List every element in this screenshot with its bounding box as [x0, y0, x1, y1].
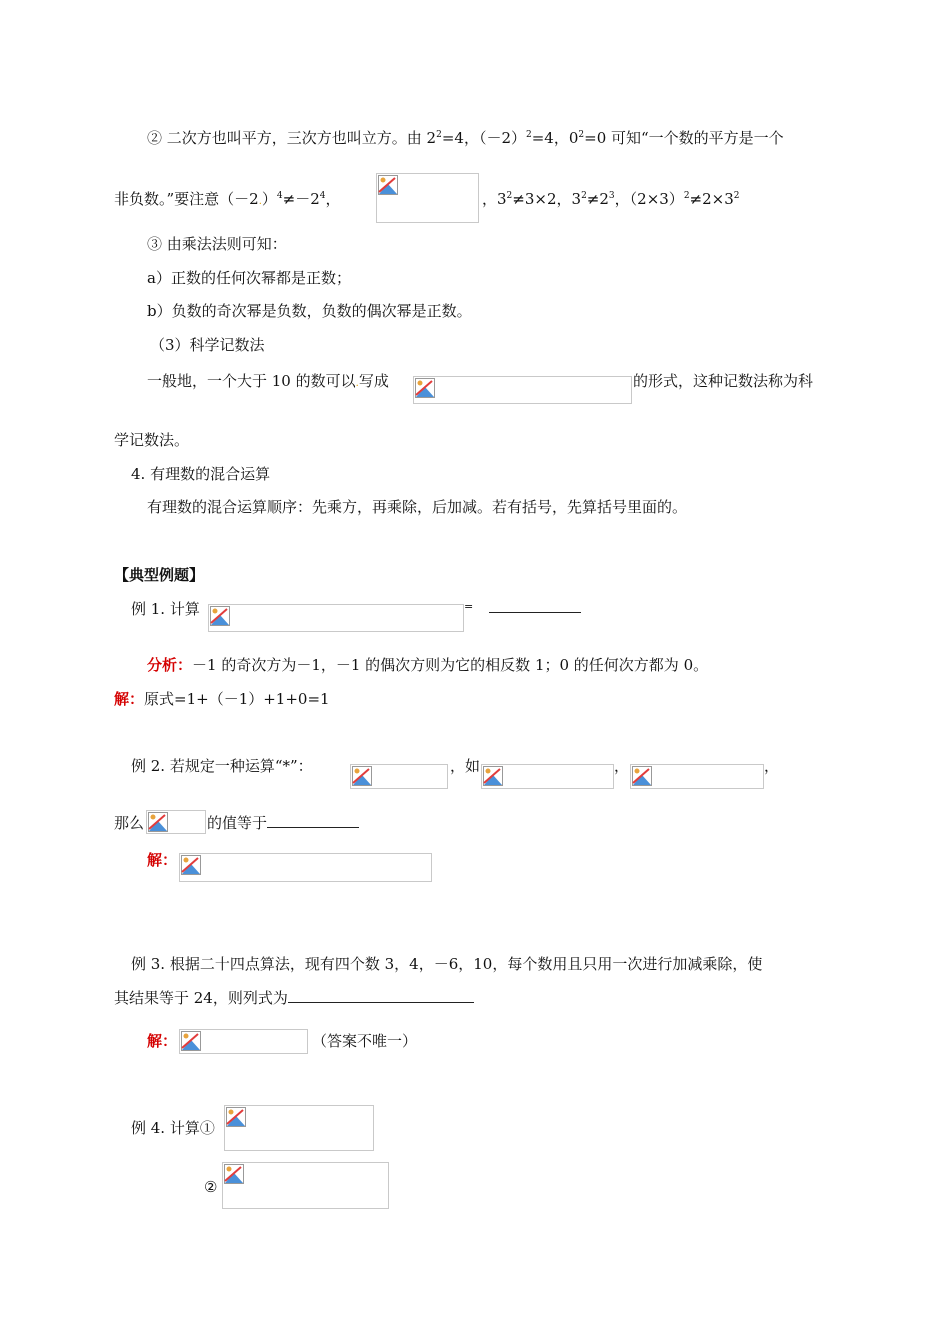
scientific-notation-line1a: 一般地，一个大于 10 的数可以.写成 [147, 372, 389, 390]
example-1-label: 例 1. 计算 [131, 600, 200, 618]
example-1-analysis: 分析：－1 的奇次方为－1，－1 的偶次方则为它的相反数 1；0 的任何次方都为 0。 [147, 656, 709, 674]
circled-marker: ① [199, 1119, 215, 1137]
broken-image-icon [350, 764, 448, 789]
example-2-comma: ， [614, 757, 630, 775]
example-2-solution-label: 解： [147, 851, 178, 869]
para-squares-line2a: 非负数。”要注意$(-2.)^4\ne-2^4$， [114, 190, 341, 208]
broken-image-icon [179, 1029, 308, 1054]
para-squares-line1: ② 二次方也叫平方，三次方也叫立方。由 $2^2=4$，$(-2)^2=4$，$0^2=0$ 可知“一个数的平方是一个 [147, 129, 784, 147]
example-3-line2: 其结果等于 24，则列式为 [114, 988, 474, 1008]
solution-label: 解： [114, 690, 145, 708]
anchor-dot: . [258, 196, 262, 207]
example-2-line2b: 的值等于 [207, 813, 359, 833]
example-2-comma: ， [764, 757, 780, 775]
broken-image-icon [208, 604, 464, 632]
examples-heading: 【典型例题】 [114, 566, 205, 584]
example-2-ru: ，如 [450, 757, 481, 775]
scientific-notation-line1b: 的形式，这种记数法称为科 [633, 372, 814, 390]
example-2-label: 例 2. 若规定一种运算“*”： [131, 757, 313, 775]
scientific-notation-line2: 学记数法。 [114, 431, 190, 449]
example-2-line2a: 那么 [114, 814, 145, 832]
broken-image-icon [179, 853, 432, 882]
example-3-line1: 例 3. 根据二十四点算法，现有四个数 3，4，－6，10，每个数用且只用一次进行加减乘除，使 [131, 955, 763, 973]
para-multiplication-rule: ③ 由乘法法则可知： [147, 235, 287, 253]
broken-image-icon [224, 1105, 374, 1151]
example-1-equals: = [464, 600, 474, 613]
mixed-operations-text: 有理数的混合运算顺序：先乘方，再乘除，后加减。若有括号，先算括号里面的。 [147, 498, 688, 516]
rule-a: a）正数的任何次幂都是正数； [147, 269, 351, 287]
example-4-marker-2: ② [204, 1178, 218, 1196]
para-squares-line2b: ，$3^2\ne 3\times 2$，$3^2\ne 2^3$，$(2\times 3)^2\ne 2\times 3^2$ [482, 190, 740, 208]
section-heading-scientific-notation: （3）科学记数法 [150, 336, 265, 354]
answer-blank [267, 813, 359, 828]
broken-image-icon [146, 810, 206, 834]
broken-image-icon [222, 1162, 389, 1209]
broken-image-icon [630, 764, 764, 789]
example-1-solution: 解：原式=1+（－1）+1+0=1 [114, 690, 330, 708]
example-3-solution-label: 解： [147, 1032, 178, 1050]
example-4-label: 例 4. 计算① [131, 1119, 215, 1137]
broken-image-icon [376, 173, 479, 223]
broken-image-icon [413, 376, 632, 404]
answer-blank [288, 988, 474, 1003]
example-3-note: （答案不唯一） [312, 1032, 418, 1050]
section-heading-mixed-operations: 4. 有理数的混合运算 [131, 465, 271, 483]
circled-marker: ② [147, 129, 163, 147]
rule-b: b）负数的奇次幂是负数，负数的偶次幂是正数。 [147, 302, 472, 320]
circled-marker: ③ [147, 235, 163, 253]
answer-blank [489, 598, 581, 618]
analysis-label: 分析： [147, 656, 193, 674]
broken-image-icon [481, 764, 614, 789]
